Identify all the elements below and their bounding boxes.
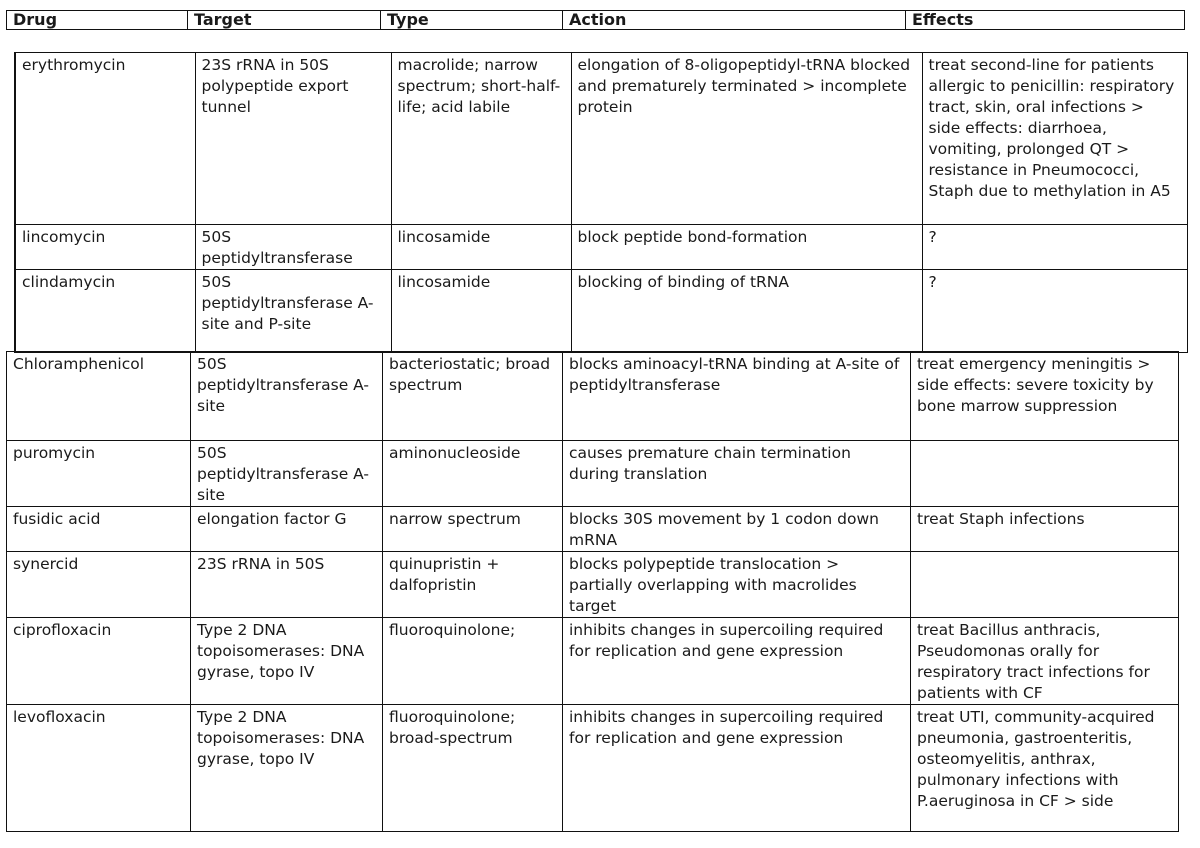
effects-cell (911, 552, 1179, 618)
drug-cell: lincomycin (15, 225, 195, 270)
table-row (7, 552, 1179, 618)
action-cell: elongation of 8-oligopeptidyl-tRNA blocked and prematurely terminated > incomplete protein (571, 53, 922, 225)
effects-cell: treat Bacillus anthracis, Pseudomonas orally for respiratory tract infections for patients with CF (911, 618, 1179, 705)
action-cell: causes premature chain termination during translation (563, 441, 911, 507)
action-cell: blocking of binding of tRNA (571, 270, 922, 353)
header-target: Target (188, 11, 381, 30)
table-row (7, 618, 1179, 705)
target-cell: elongation factor G (191, 507, 383, 552)
header-type: Type (381, 11, 563, 30)
effects-cell (911, 441, 1179, 507)
action-cell: blocks polypeptide translocation > partially overlapping with macrolides target (563, 552, 911, 618)
target-cell: 50S peptidyltransferase A-site (191, 441, 383, 507)
target-cell: 50S peptidyltransferase A-site and P-site (195, 270, 391, 353)
action-cell: blocks aminoacyl-tRNA binding at A-site of peptidyltransferase (563, 352, 911, 441)
effects-cell: treat emergency meningitis > side effects: severe toxicity by bone marrow suppression (911, 352, 1179, 441)
effects-cell: ? (922, 225, 1187, 270)
drug-cell: Chloramphenicol (7, 352, 191, 441)
target-cell: 50S peptidyltransferase (195, 225, 391, 270)
type-cell: fluoroquinolone; (383, 618, 563, 705)
table-row (15, 53, 1187, 225)
type-cell: aminonucleoside (383, 441, 563, 507)
table-row (7, 507, 1179, 552)
type-cell: bacteriostatic; broad spectrum (383, 352, 563, 441)
target-cell: Type 2 DNA topoisomerases: DNA gyrase, topo IV (191, 618, 383, 705)
type-cell: lincosamide (391, 270, 571, 353)
drug-cell: levofloxacin (7, 705, 191, 832)
header-table (6, 10, 1185, 30)
drug-cell: synercid (7, 552, 191, 618)
drug-table-block-1 (14, 52, 1188, 353)
header-row (7, 11, 1185, 30)
drug-cell: fusidic acid (7, 507, 191, 552)
target-cell: 50S peptidyltransferase A-site (191, 352, 383, 441)
table-row (7, 352, 1179, 441)
drug-table-block-2 (6, 351, 1179, 832)
table-row (15, 270, 1187, 353)
drug-cell: erythromycin (15, 53, 195, 225)
header-drug: Drug (7, 11, 188, 30)
action-cell: inhibits changes in supercoiling required for replication and gene expression (563, 618, 911, 705)
header-effects: Effects (906, 11, 1185, 30)
action-cell: blocks 30S movement by 1 codon down mRNA (563, 507, 911, 552)
type-cell: macrolide; narrow spectrum; short-half-life; acid labile (391, 53, 571, 225)
type-cell: narrow spectrum (383, 507, 563, 552)
target-cell: 23S rRNA in 50S polypeptide export tunnel (195, 53, 391, 225)
action-cell: block peptide bond-formation (571, 225, 922, 270)
type-cell: fluoroquinolone; broad-spectrum (383, 705, 563, 832)
drug-cell: ciprofloxacin (7, 618, 191, 705)
header-action: Action (563, 11, 906, 30)
type-cell: quinupristin + dalfopristin (383, 552, 563, 618)
target-cell: 23S rRNA in 50S (191, 552, 383, 618)
table-row (7, 441, 1179, 507)
effects-cell: treat Staph infections (911, 507, 1179, 552)
table-row (7, 705, 1179, 832)
drug-cell: puromycin (7, 441, 191, 507)
table-row (15, 225, 1187, 270)
action-cell: inhibits changes in supercoiling required for replication and gene expression (563, 705, 911, 832)
target-cell: Type 2 DNA topoisomerases: DNA gyrase, topo IV (191, 705, 383, 832)
effects-cell: treat UTI, community-acquired pneumonia, gastroenteritis, osteomyelitis, anthrax, pulmonary infections with P.aeruginosa in CF > side (911, 705, 1179, 832)
effects-cell: ? (922, 270, 1187, 353)
type-cell: lincosamide (391, 225, 571, 270)
effects-cell: treat second-line for patients allergic to penicillin: respiratory tract, skin, oral infections > side effects: diarrhoea, vomiting, prolonged QT > resistance in Pneumococci, Staph due to methylation in A5 (922, 53, 1187, 225)
drug-cell: clindamycin (15, 270, 195, 353)
